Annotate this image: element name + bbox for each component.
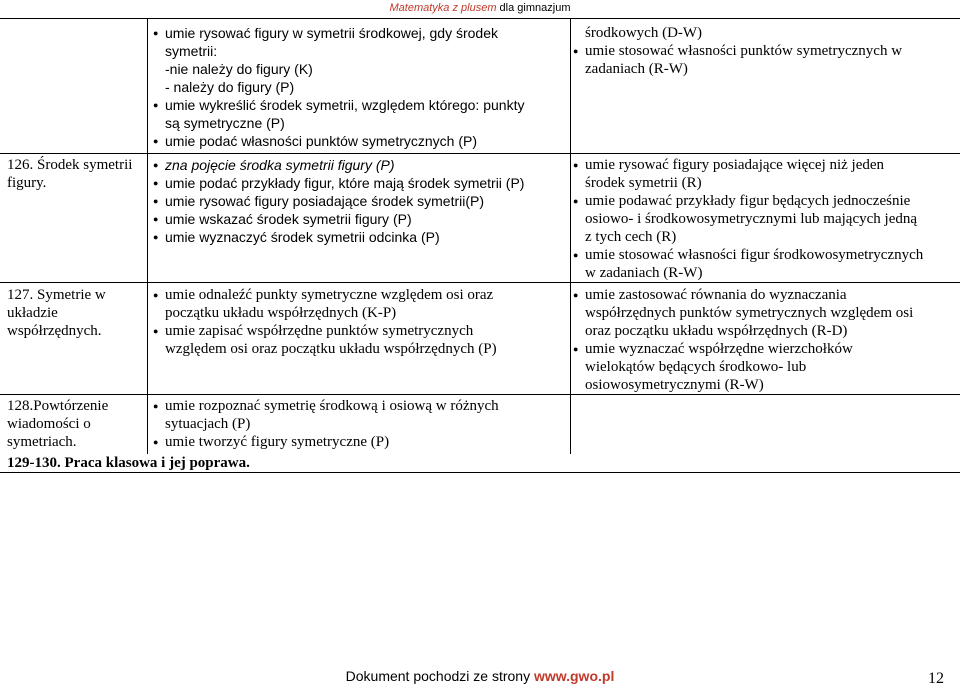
row2-col2-list <box>153 156 565 246</box>
table-top-border <box>0 18 960 19</box>
row-divider-2 <box>0 282 960 283</box>
row4-title-line3: symetriach. <box>7 434 77 450</box>
row-divider-1 <box>0 153 960 154</box>
row4-title-line2: wiadomości o <box>7 416 91 432</box>
list-item: ● umie rysować figury w symetrii środkowej, gdy środek <box>153 24 565 42</box>
list-item: ● zna pojęcie środka symetrii figury (P) <box>153 156 565 174</box>
row3-title <box>7 286 145 340</box>
row1-col3-list <box>573 24 958 78</box>
list-item: symetrii: <box>165 43 218 59</box>
row4-title <box>7 397 145 451</box>
list-item: osiowo- i środkowosymetrycznymi lub mających jedną <box>585 211 918 227</box>
header-brand: Matematyka z plusem <box>389 2 497 14</box>
list-item: z tych cech (R) <box>585 229 677 245</box>
row2-col3-list <box>573 156 958 282</box>
list-item: ● umie zastosować równania do wyznaczania <box>573 286 958 304</box>
list-item: ● umie odnaleźć punkty symetryczne względem osi oraz <box>153 286 565 304</box>
row3-col3 <box>573 286 958 394</box>
list-item: są symetryczne (P) <box>165 115 285 131</box>
row-divider-3 <box>0 394 960 395</box>
row1-col2-list <box>153 24 565 150</box>
page-footer <box>0 668 960 684</box>
row5-title: 129-130. Praca klasowa i jej poprawa. <box>7 455 250 471</box>
list-item: ● umie wyznaczyć środek symetrii odcinka (P) <box>153 228 565 246</box>
row3-title-line1: 127. Symetrie w <box>7 287 106 303</box>
row2-col3 <box>573 156 958 282</box>
header-suffix: dla gimnazjum <box>496 2 571 14</box>
list-item: ● umie podać przykłady figur, które mają środek symetrii (P) <box>153 174 565 192</box>
row1-col2 <box>153 24 565 150</box>
list-item: ● umie rozpoznać symetrię środkową i osiową w różnych <box>153 397 565 415</box>
list-item: początku układu współrzędnych (K-P) <box>165 305 397 321</box>
page-header <box>0 0 960 16</box>
row3-col3-list <box>573 286 958 394</box>
list-item: - należy do figury (P) <box>165 79 295 95</box>
row4-col2 <box>153 397 565 451</box>
row4-col2-list <box>153 397 565 451</box>
list-item: ● umie wykreślić środek symetrii, względem którego: punkty <box>153 96 565 114</box>
list-item: oraz początku układu współrzędnych (R-D) <box>585 323 848 339</box>
row2-title-line2: figury. <box>7 175 47 191</box>
list-item: ● umie wskazać środek symetrii figury (P) <box>153 210 565 228</box>
list-item: ● umie rysować figury posiadające więcej niż jeden <box>573 156 958 174</box>
list-item: ● umie zapisać współrzędne punktów symetrycznych <box>153 322 565 340</box>
table-bottom-border <box>0 472 960 473</box>
list-item: ● umie stosować własności punktów symetrycznych w <box>573 42 958 60</box>
footer-site-link[interactable]: www.gwo.pl <box>533 668 615 684</box>
row3-col2 <box>153 286 565 358</box>
row2-title <box>7 156 145 192</box>
row1-col3 <box>573 24 958 78</box>
list-item: środkowych (D-W) <box>585 25 703 41</box>
list-item: wielokątów będących środkowo- lub <box>585 359 807 375</box>
list-item: w zadaniach (R-W) <box>585 265 703 281</box>
list-item: ● umie podać własności punktów symetrycznych (P) <box>153 132 565 150</box>
page-number: 12 <box>928 670 944 687</box>
row3-title-line3: współrzędnych. <box>7 323 102 339</box>
column-divider-1 <box>147 18 148 454</box>
row2-col2 <box>153 156 565 246</box>
row3-col2-list <box>153 286 565 358</box>
list-item: ● umie wyznaczać współrzędne wierzchołków <box>573 340 958 358</box>
list-item: ● umie podawać przykłady figur będących jednocześnie <box>573 192 958 210</box>
row2-title-line1: 126. Środek symetrii <box>7 157 133 173</box>
list-item: sytuacjach (P) <box>165 416 251 432</box>
list-item: zadaniach (R-W) <box>585 61 688 77</box>
row3-title-line2: układzie <box>7 305 58 321</box>
list-item: -nie należy do figury (K) <box>165 61 313 77</box>
list-item: ● umie tworzyć figury symetryczne (P) <box>153 433 565 451</box>
list-item: środek symetrii (R) <box>585 175 702 191</box>
list-item: współrzędnych punktów symetrycznych względem osi <box>585 305 914 321</box>
list-item: względem osi oraz początku układu współrzędnych (P) <box>165 341 497 357</box>
list-item: ● umie rysować figury posiadające środek symetrii(P) <box>153 192 565 210</box>
row4-title-line1: 128.Powtórzenie <box>7 398 109 414</box>
column-divider-2 <box>570 18 571 454</box>
list-item: ● umie stosować własności figur środkowosymetrycznych <box>573 246 958 264</box>
list-item: osiowosymetrycznymi (R-W) <box>585 377 764 393</box>
footer-prefix: Dokument pochodzi ze strony <box>345 668 534 684</box>
